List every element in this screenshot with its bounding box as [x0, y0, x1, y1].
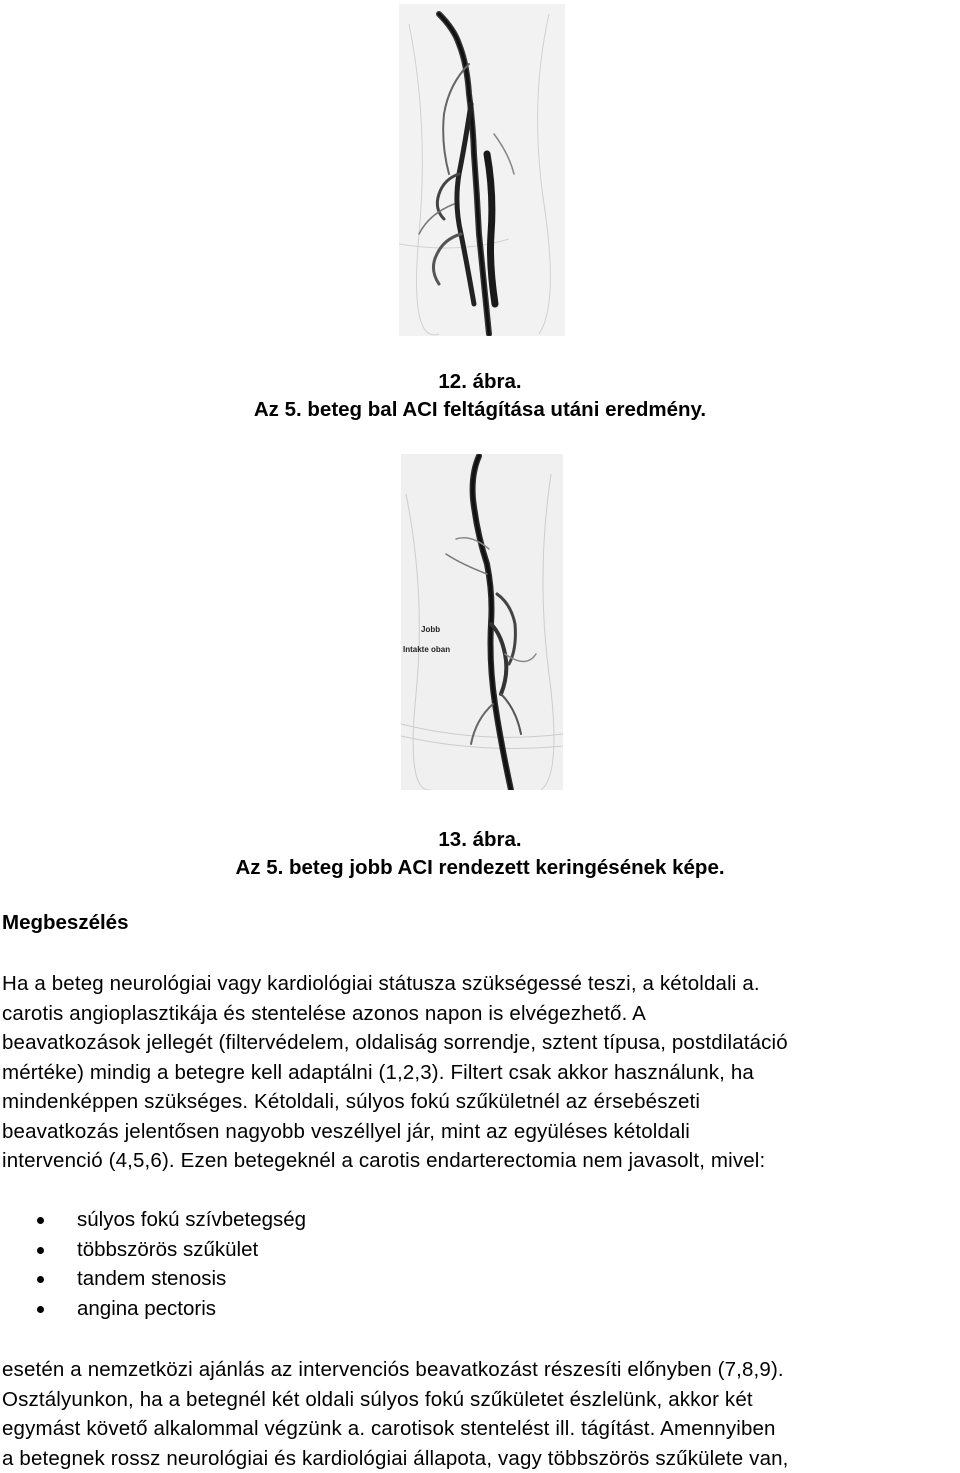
paragraph-line: Osztályunkon, ha a betegnél két oldali súlyos fokú szűkületet észlelünk, akkor két: [2, 1385, 960, 1415]
list-item: [0, 1235, 306, 1265]
paragraph-discussion: [2, 969, 960, 1176]
angiogram-13-overlay-line-1: Jobb: [421, 625, 440, 634]
angiogram-13-image: [401, 454, 563, 790]
list-item: [0, 1294, 306, 1324]
list-item: [0, 1264, 306, 1294]
paragraph-line: intervenció (4,5,6). Ezen betegeknél a carotis endarterectomia nem javasolt, mivel:: [2, 1146, 960, 1176]
angiogram-figure-13: [401, 454, 563, 790]
paragraph-line: a betegnek rossz neurológiai és kardiológiai állapota, vagy többszörös szűkülete van,: [2, 1444, 960, 1473]
figure-12-caption: [0, 368, 960, 424]
angiogram-figure-12: [399, 4, 565, 336]
paragraph-line: beavatkozás jelentősen nagyobb veszéllyel jár, mint az együléses kétoldali: [2, 1117, 960, 1147]
angiogram-12-image: [399, 4, 565, 336]
paragraph-line: egymást követő alkalommal végzünk a. carotisok stentelést ill. tágítást. Amennyiben: [2, 1414, 960, 1444]
bullet-icon: [37, 1217, 44, 1224]
contraindication-list: [0, 1205, 306, 1323]
paragraph-line: mindenképpen szükséges. Kétoldali, súlyos fokú szűkületnél az érsebészeti: [2, 1087, 960, 1117]
bullet-icon: [37, 1276, 44, 1283]
figure-12-label: 12. ábra.: [0, 368, 960, 396]
list-item: [0, 1205, 306, 1235]
figure-13-label: 13. ábra.: [0, 826, 960, 854]
figure-12-caption-text: Az 5. beteg bal ACI feltágítása utáni eredmény.: [0, 396, 960, 424]
list-item-text: többszörös szűkület: [77, 1238, 258, 1261]
paragraph-line: carotis angioplasztikája és stentelése azonos napon is elvégezhető. A: [2, 999, 960, 1029]
figure-13-caption-text: Az 5. beteg jobb ACI rendezett keringésének képe.: [0, 854, 960, 882]
paragraph-line: mértéke) mindig a betegre kell adaptálni (1,2,3). Filtert csak akkor használunk, ha: [2, 1058, 960, 1088]
list-item-text: angina pectoris: [77, 1297, 216, 1320]
paragraph-line: beavatkozások jellegét (filtervédelem, oldaliság sorrendje, sztent típusa, postdilatáció: [2, 1028, 960, 1058]
paragraph-line: esetén a nemzetközi ajánlás az intervenciós beavatkozást részesíti előnyben (7,8,9).: [2, 1355, 960, 1385]
paragraph-continuation: [2, 1355, 960, 1473]
section-heading: Megbeszélés: [2, 911, 128, 935]
angiogram-13-overlay-line-2: Intakte oban: [403, 645, 450, 654]
bullet-icon: [37, 1247, 44, 1254]
paragraph-line: Ha a beteg neurológiai vagy kardiológiai státusza szükségessé teszi, a kétoldali a.: [2, 969, 960, 999]
list-item-text: súlyos fokú szívbetegség: [77, 1208, 306, 1231]
figure-13-caption: [0, 826, 960, 882]
list-item-text: tandem stenosis: [77, 1267, 226, 1290]
bullet-icon: [37, 1306, 44, 1313]
